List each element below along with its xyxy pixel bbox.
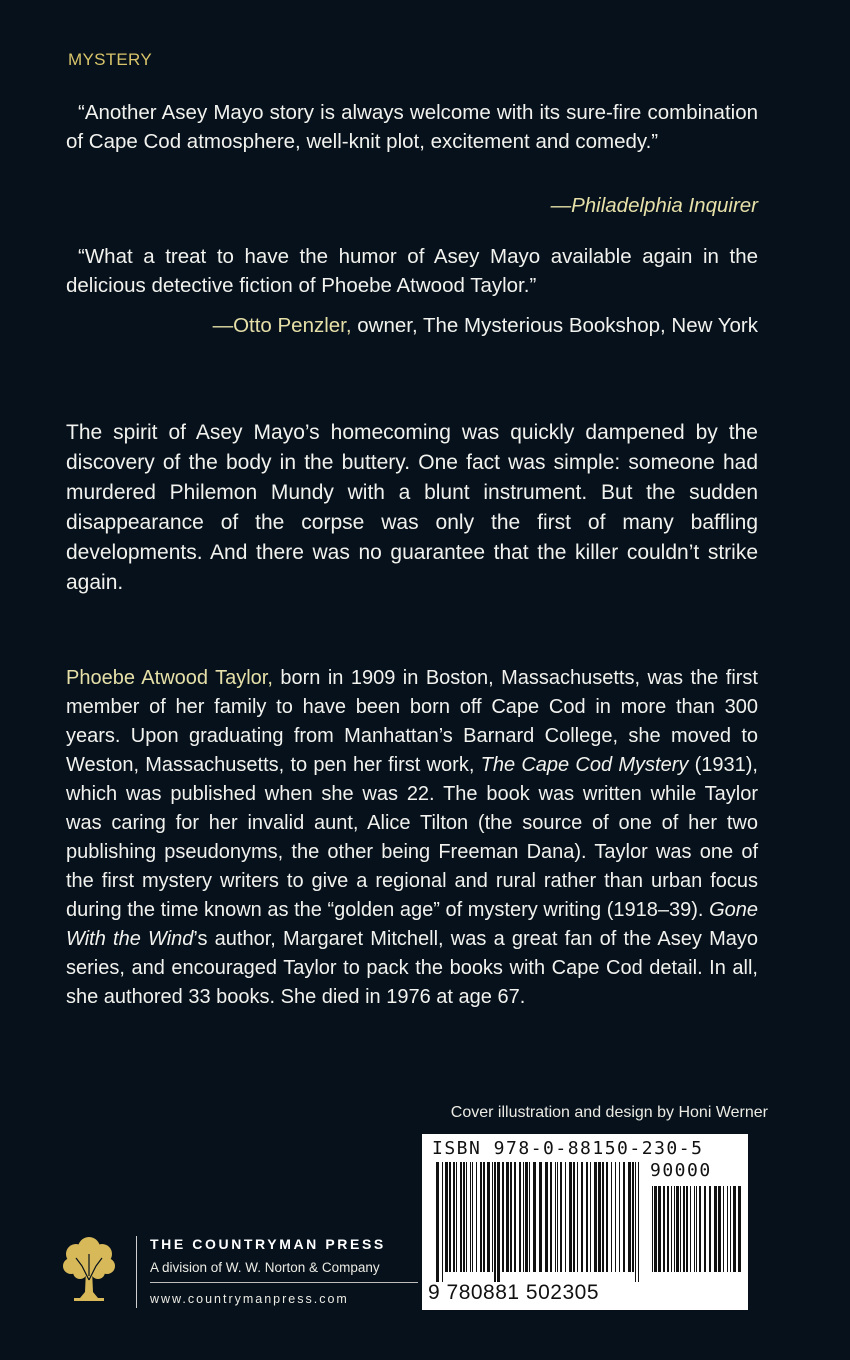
barcode-bar: [449, 1162, 451, 1272]
barcode-bar: [502, 1162, 504, 1272]
plot-summary: The spirit of Asey Mayo’s homecoming was quickly dampened by the discovery of the body in the buttery. One fact was simple: someone had murdered Philemon Mundy with a blunt instrument. But the sudden disappearance of the corpse was only the first of many baffling developments. And there was no guarantee that the killer couldn’t strike again.: [66, 421, 758, 594]
barcode-bar: [602, 1162, 604, 1272]
barcode-bar: [539, 1162, 542, 1272]
barcode-bar: [581, 1162, 583, 1272]
barcode-bar: [680, 1186, 681, 1272]
barcode-bar: [714, 1186, 717, 1272]
barcode-bar: [523, 1162, 524, 1272]
review-quote-2: “What a treat to have the humor of Asey Mayo available again in the delicious detective fiction of Phoebe Atwood Taylor.”: [66, 245, 758, 297]
barcode-bar: [615, 1162, 616, 1272]
barcode-bar: [557, 1162, 558, 1272]
barcode-bar: [577, 1162, 578, 1272]
barcode-bar: [545, 1162, 548, 1272]
ean-digits: 9 780881 502305: [428, 1281, 599, 1304]
barcode-bar: [654, 1186, 657, 1272]
barcode-bar: [733, 1186, 736, 1272]
barcode-bar: [573, 1162, 575, 1272]
barcode-bar: [598, 1162, 601, 1272]
bio-text-2: (1931), which was published when she was 22. The book was written while Taylor was caring for her invalid aunt, Alice Tilton (the source of one of her two publishing pseudonyms, the other being Freeman Dana). Taylor was one of the first mystery writers to give a regional and rural rather than urban focus during the time known as the “golden age” of mystery writing (1918–39).: [66, 754, 758, 921]
barcode-bar: [674, 1186, 675, 1272]
author-name: Phoebe Atwood Taylor,: [66, 667, 273, 689]
barcode-bar: [560, 1162, 562, 1272]
attribution-name: —Otto Penzler,: [212, 314, 352, 337]
isbn-text: ISBN 978-0-88150-230-5: [432, 1138, 704, 1159]
barcode-bar: [723, 1186, 724, 1272]
author-bio: [66, 664, 758, 1012]
barcode-bar: [456, 1162, 457, 1272]
barcode-bar: [738, 1186, 741, 1272]
barcode-bar: [611, 1162, 612, 1272]
first-work-title: The Cape Cod Mystery: [480, 754, 689, 776]
barcode-bar: [472, 1162, 473, 1272]
barcode-bar: [686, 1186, 688, 1272]
barcode-bar: [658, 1186, 661, 1272]
barcode-bar: [506, 1162, 509, 1272]
barcode-bar: [497, 1162, 500, 1282]
barcode-bar: [483, 1162, 485, 1272]
barcode-bar: [652, 1186, 653, 1272]
barcode-bar: [671, 1186, 672, 1272]
barcode-bar: [525, 1162, 528, 1272]
barcode-bar: [718, 1186, 721, 1272]
barcode-bar: [594, 1162, 597, 1272]
barcode-bar: [463, 1162, 465, 1272]
barcode-bar: [683, 1186, 685, 1272]
barcode-bar: [550, 1162, 552, 1272]
publisher-division: A division of W. W. Norton & Company: [150, 1260, 380, 1275]
barcode-bar: [727, 1186, 728, 1272]
barcode-bar: [476, 1162, 477, 1272]
review-quote-1: “Another Asey Mayo story is always welcome with its sure-fire combination of Cape Cod atmosphere, well-knit plot, excitement and comedy.”: [66, 101, 758, 153]
barcode-bar: [628, 1162, 631, 1272]
barcode-bar: [492, 1162, 493, 1272]
barcode-bar: [730, 1186, 731, 1272]
barcode-bar: [699, 1186, 701, 1272]
barcode-bar: [466, 1162, 467, 1272]
review-attribution-1: —Philadelphia Inquirer: [550, 194, 758, 217]
tree-logo-icon: [62, 1232, 116, 1304]
barcode-bar: [460, 1162, 462, 1272]
barcode-bar: [667, 1186, 669, 1272]
barcode-bar: [586, 1162, 588, 1272]
barcode-bar: [487, 1162, 490, 1272]
barcode-bar: [619, 1162, 620, 1272]
publisher-name: THE COUNTRYMAN PRESS: [150, 1236, 386, 1252]
barcode-bar: [569, 1162, 572, 1272]
barcode-bar: [694, 1186, 695, 1272]
barcode-bar: [470, 1162, 471, 1272]
barcode-bar: [519, 1162, 521, 1272]
barcode-bar: [635, 1162, 636, 1282]
publisher-rule: [150, 1282, 418, 1283]
ean-barcode: [436, 1162, 642, 1282]
barcode-bar: [565, 1162, 566, 1272]
barcode-bar: [709, 1186, 711, 1272]
addon-barcode: [652, 1186, 744, 1306]
barcode-bar: [480, 1162, 482, 1272]
genre-label: MYSTERY: [68, 50, 152, 69]
barcode-bar: [510, 1162, 512, 1272]
barcode-bar: [623, 1162, 625, 1272]
barcode-bar: [442, 1162, 443, 1282]
bio-text-1: born in 1909 in Boston, Massachusetts, was the first member of her family to have been born off Cape Cod in more than 300 years. Upon graduating from Manhattan’s Barnard College, she moved to Weston, Massachusetts, to pen her first work,: [66, 667, 758, 776]
review-attribution-2: [198, 311, 758, 340]
price-addon-text: 90000: [650, 1160, 712, 1181]
barcode-bar: [606, 1162, 608, 1272]
barcode-bar: [514, 1162, 516, 1272]
barcode-bar: [436, 1162, 439, 1282]
cover-credit: Cover illustration and design by Honi Werner: [450, 1104, 768, 1121]
barcode-bar: [690, 1186, 691, 1272]
barcode-bar: [638, 1162, 639, 1282]
barcode-bar: [533, 1162, 536, 1272]
barcode-bar: [632, 1162, 634, 1272]
barcode-bar: [445, 1162, 448, 1272]
barcode-bar: [529, 1162, 530, 1272]
barcode-bar: [590, 1162, 591, 1272]
barcode-bar: [696, 1186, 697, 1272]
logo-divider: [136, 1236, 137, 1308]
barcode-bar: [676, 1186, 679, 1272]
gwtw-title: Gone With the Wind: [66, 899, 758, 950]
barcode-bar: [555, 1162, 556, 1272]
barcode-bar: [704, 1186, 706, 1272]
publisher-url: www.countrymanpress.com: [150, 1292, 349, 1306]
barcode-bar: [663, 1186, 665, 1272]
attribution-title: owner, The Mysterious Bookshop, New York: [351, 314, 758, 337]
barcode-bar: [453, 1162, 455, 1272]
bio-text-3: ’s author, Margaret Mitchell, was a great fan of the Asey Mayo series, and encouraged Taylor to pack the books with Cape Cod detail. In all, she authored 33 books. She died in 1976 at age 67.: [66, 928, 758, 1008]
barcode-bar: [494, 1162, 496, 1282]
